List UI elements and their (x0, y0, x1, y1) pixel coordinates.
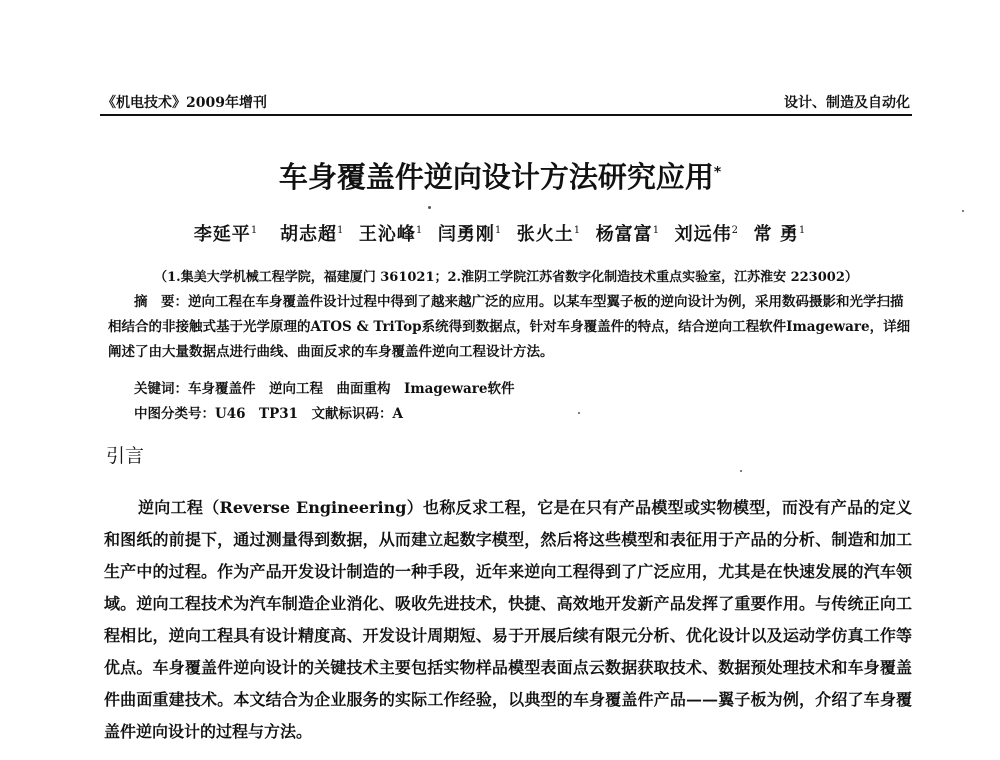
keywords-text: 车身覆盖件 逆向工程 曲面重构 Imageware软件 (188, 381, 515, 397)
abstract-label: 摘 要： (134, 294, 188, 310)
title-footnote-mark: * (713, 164, 722, 181)
paragraph: 逆向工程（Reverse Engineering）也称反求工程，它是在只有产品模型或实物模型，而没有产品的定义和图纸的前提下，通过测量得到数据，从而建立起数字模型，然后将这些模型和表征用于产品的分析、制造和加工生产中的过程。作为产品开发设计制造的一种手段，近年来逆向工程得到了广泛应用，尤其是在快速发展的汽车领域。逆向工程技术为汽车制造企业消化、吸收先进技术，快捷、高效地开发新产品发挥了重要作用。与传统正向工程相比，逆向工程具有设计精度高、开发设计周期短、易于开展后续有限元分析、优化设计以及运动学仿真工作等优点。车身覆盖件逆向设计的关键技术主要包括实物样品模型表面点云数据获取技术、数据预处理技术和车身覆盖件曲面重建技术。本文结合为企业服务的实际工作经验，以典型的车身覆盖件产品——翼子板为例，介绍了车身覆盖件逆向设计的过程与方法。 (104, 498, 912, 741)
scan-speck (740, 470, 742, 472)
classification (134, 402, 403, 422)
section-heading: 引言 (106, 445, 145, 467)
author: 王沁峰$^1$ (358, 224, 424, 245)
scan-speck (428, 206, 431, 209)
author-list (0, 220, 1000, 246)
affiliations: （1.集美大学机械工程学院，福建厦门 361021；2.淮阴工学院江苏省数字化制造技术重点实验室，江苏淮安 223002） (154, 270, 858, 285)
running-header (100, 92, 912, 116)
keywords (134, 377, 514, 397)
author: 胡志超$^1$ (280, 224, 345, 245)
author: 杨富富$^1$ (595, 224, 661, 245)
keywords-label: 关键词： (134, 381, 188, 397)
author: 李延平$^1$ (193, 224, 259, 245)
body-text (104, 492, 912, 748)
author: 刘远伟$^2$ (674, 224, 739, 245)
paper-title (0, 155, 1000, 196)
author: 闫勇刚$^1$ (437, 224, 503, 245)
author: 张火土$^1$ (516, 224, 582, 245)
classification-label: 中图分类号： (134, 406, 215, 422)
scan-speck (578, 412, 580, 414)
section-name: 设计、制造及自动化 (784, 95, 910, 111)
abstract (108, 290, 912, 365)
journal-name: 《机电技术》2009年增刊 (102, 95, 267, 111)
abstract-text: 逆向工程在车身覆盖件设计过程中得到了越来越广泛的应用。以某车型翼子板的逆向设计为例，采用数码摄影和光学扫描相结合的非接触式基于光学原理的ATOS & TriTop系统得到数据点，针对车身覆盖件的特点，结合逆向工程软件Imageware，详细阐述了由大量数据点进行曲线、曲面反求的车身覆盖件逆向工程设计方法。 (108, 294, 911, 360)
author: 常 勇$^1$ (753, 224, 807, 245)
scan-speck (962, 210, 964, 212)
classification-text: U46 TP31 文献标识码：A (215, 406, 404, 422)
paper-title-text: 车身覆盖件逆向设计方法研究应用 (278, 160, 714, 194)
